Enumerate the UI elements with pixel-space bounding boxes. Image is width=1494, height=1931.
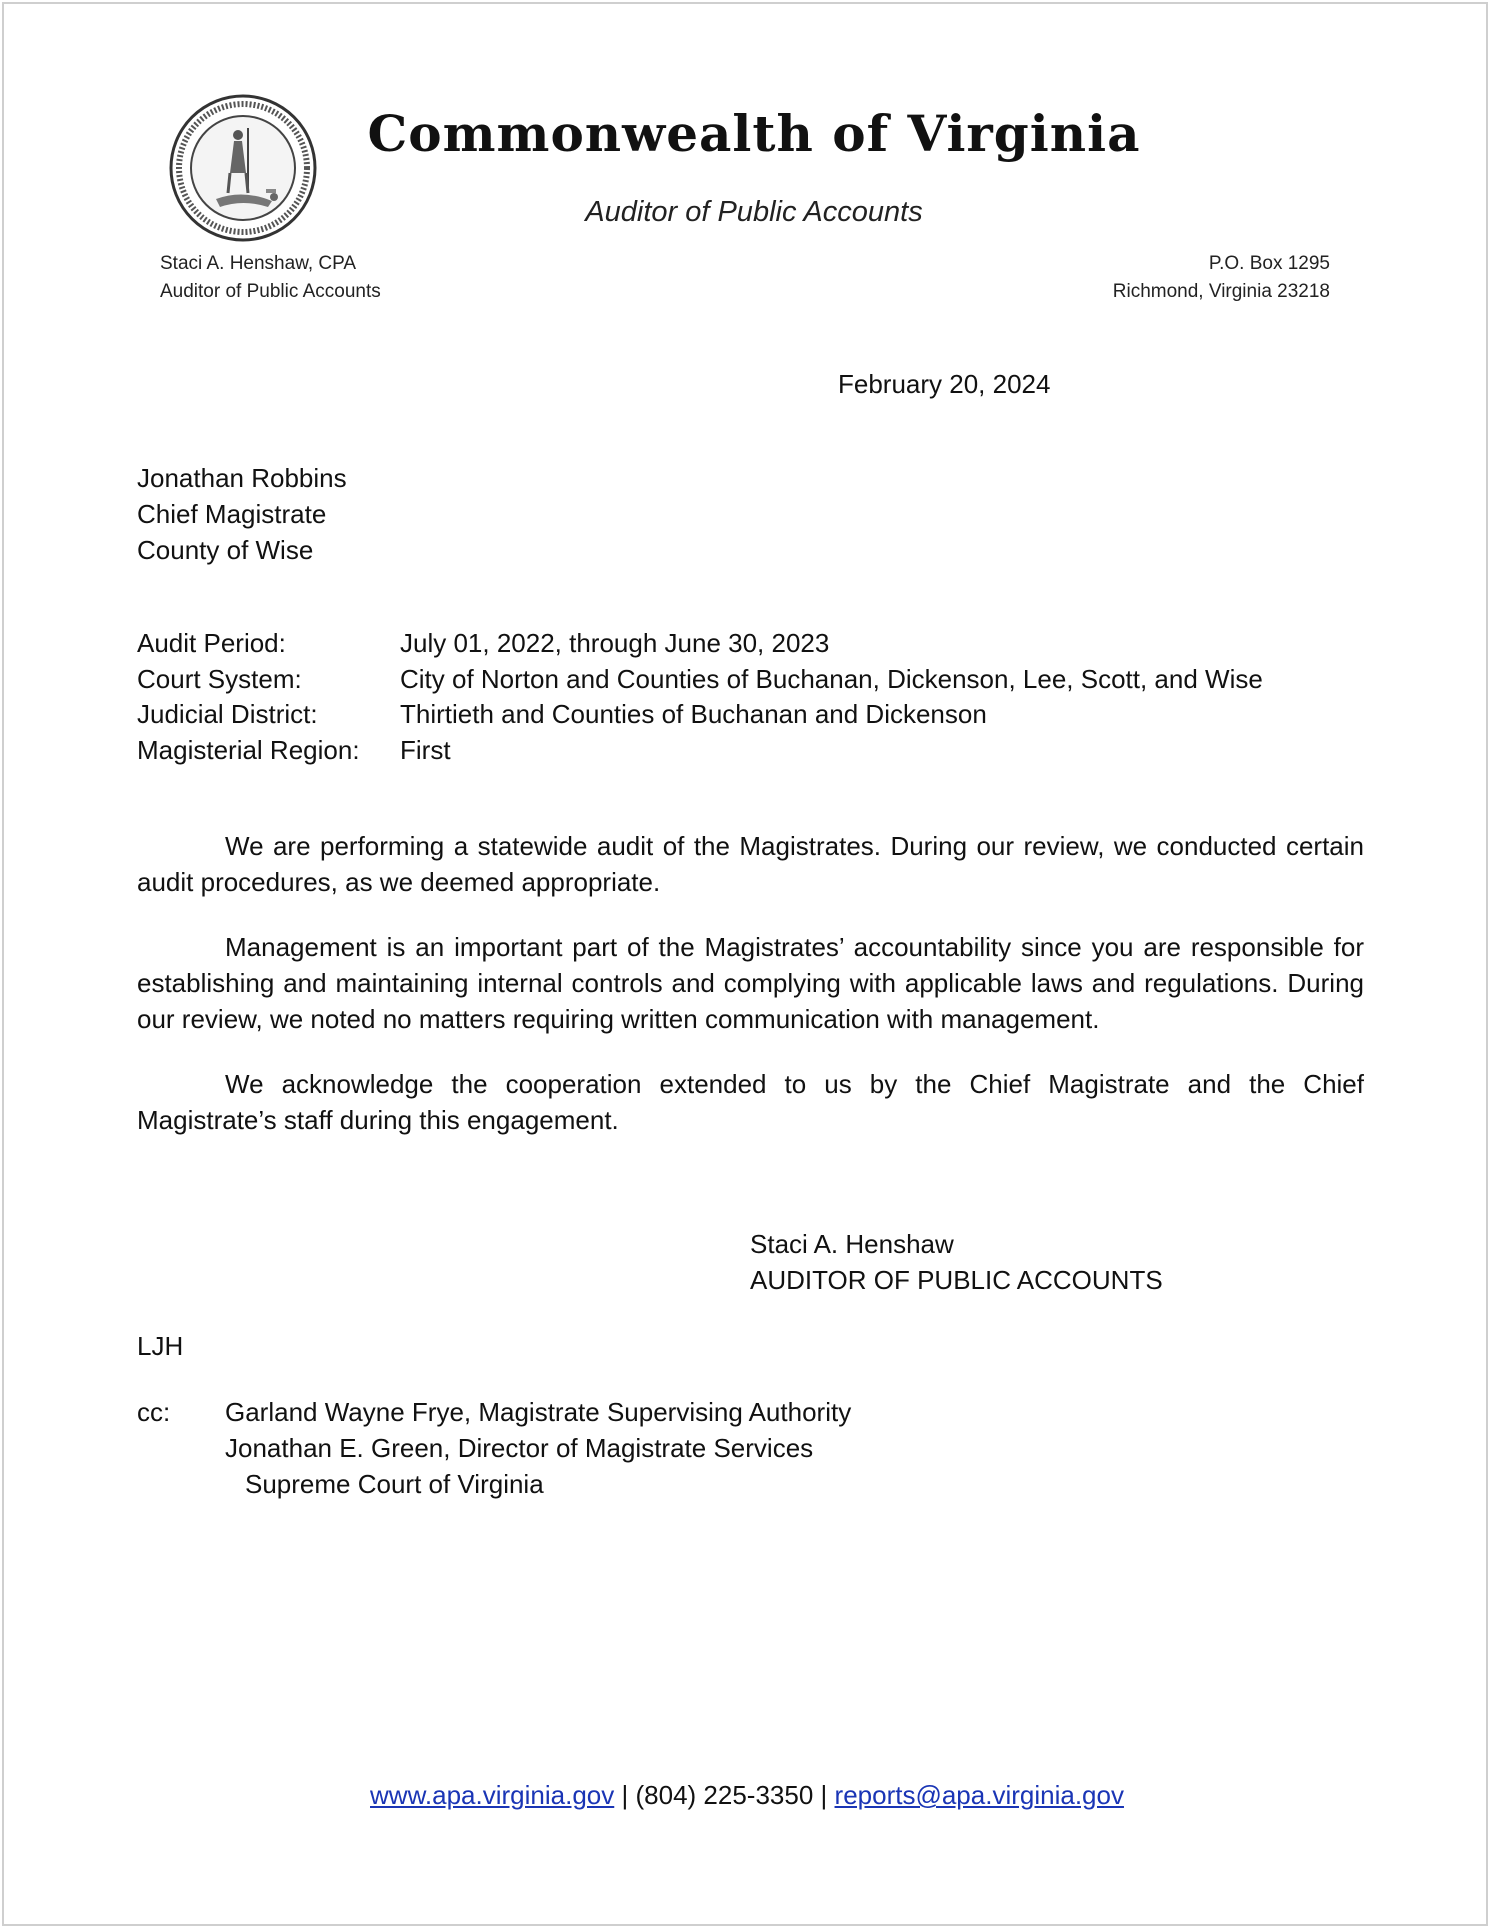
signatory-title: AUDITOR OF PUBLIC ACCOUNTS [750, 1265, 1163, 1295]
letter-body [137, 828, 1364, 1167]
cc-recipient-organization: Supreme Court of Virginia [245, 1469, 544, 1499]
signatory-name: Staci A. Henshaw [750, 1229, 954, 1259]
recipient-block [137, 460, 347, 568]
audit-info-row [137, 733, 1263, 769]
audit-info-row [137, 626, 1263, 662]
email-link[interactable]: reports@apa.virginia.gov [834, 1780, 1124, 1810]
sender-title: Auditor of Public Accounts [160, 281, 381, 302]
cc-recipient: Garland Wayne Frye, Magistrate Supervising Authority [225, 1397, 852, 1427]
audit-info-value: Thirtieth and Counties of Buchanan and Dickenson [400, 699, 987, 729]
typist-initials: LJH [137, 1331, 184, 1361]
virginia-state-seal-icon [168, 93, 318, 243]
recipient-name: Jonathan Robbins [137, 463, 347, 493]
letterhead-title: Commonwealth of Virginia [367, 104, 1141, 163]
footer-separator: | [621, 1780, 629, 1810]
cc-label: cc: [137, 1397, 171, 1427]
audit-info-label: Judicial District: [137, 699, 318, 729]
cc-recipient: Jonathan E. Green, Director of Magistrate Services [225, 1433, 814, 1463]
audit-info-value: July 01, 2022, through June 30, 2023 [400, 628, 830, 658]
letter-page [2, 2, 1488, 1926]
audit-info-label: Audit Period: [137, 628, 286, 658]
body-paragraph: Management is an important part of the Magistrates’ accountability since you are responsible for establishing and maintaining internal controls and complying with applicable laws and regulations. During our review, we noted no matters requiring written communication with management. [137, 932, 1364, 1034]
body-paragraph: We acknowledge the cooperation extended to us by the Chief Magistrate and the Chief Magistrate’s staff during this engagement. [137, 1069, 1364, 1135]
footer [4, 1777, 1490, 1813]
body-paragraph: We are performing a statewide audit of the Magistrates. During our review, we conducted certain audit procedures, as we deemed appropriate. [137, 831, 1364, 897]
sender-block [160, 250, 381, 306]
recipient-locality: County of Wise [137, 535, 314, 565]
audit-info-label: Magisterial Region: [137, 734, 360, 765]
letter-date: February 20, 2024 [838, 369, 1051, 399]
sender-name: Staci A. Henshaw, CPA [160, 253, 357, 274]
footer-phone: (804) 225-3350 [635, 1780, 814, 1810]
letterhead-subtitle: Auditor of Public Accounts [585, 196, 923, 228]
mailing-address [1113, 250, 1330, 306]
audit-info-table [137, 626, 1263, 768]
footer-separator: | [820, 1780, 828, 1810]
po-box: P.O. Box 1295 [1208, 253, 1330, 274]
audit-info-value: First [400, 734, 451, 765]
audit-info-row [137, 662, 1263, 698]
website-link[interactable]: www.apa.virginia.gov [370, 1780, 615, 1810]
audit-info-row [137, 697, 1263, 733]
audit-info-label: Court System: [137, 663, 302, 694]
city-state-zip: Richmond, Virginia 23218 [1112, 281, 1330, 302]
audit-info-value: City of Norton and Counties of Buchanan, Dickenson, Lee, Scott, and Wise [400, 663, 1263, 694]
signature-block [750, 1226, 1163, 1298]
recipient-title: Chief Magistrate [137, 499, 327, 529]
